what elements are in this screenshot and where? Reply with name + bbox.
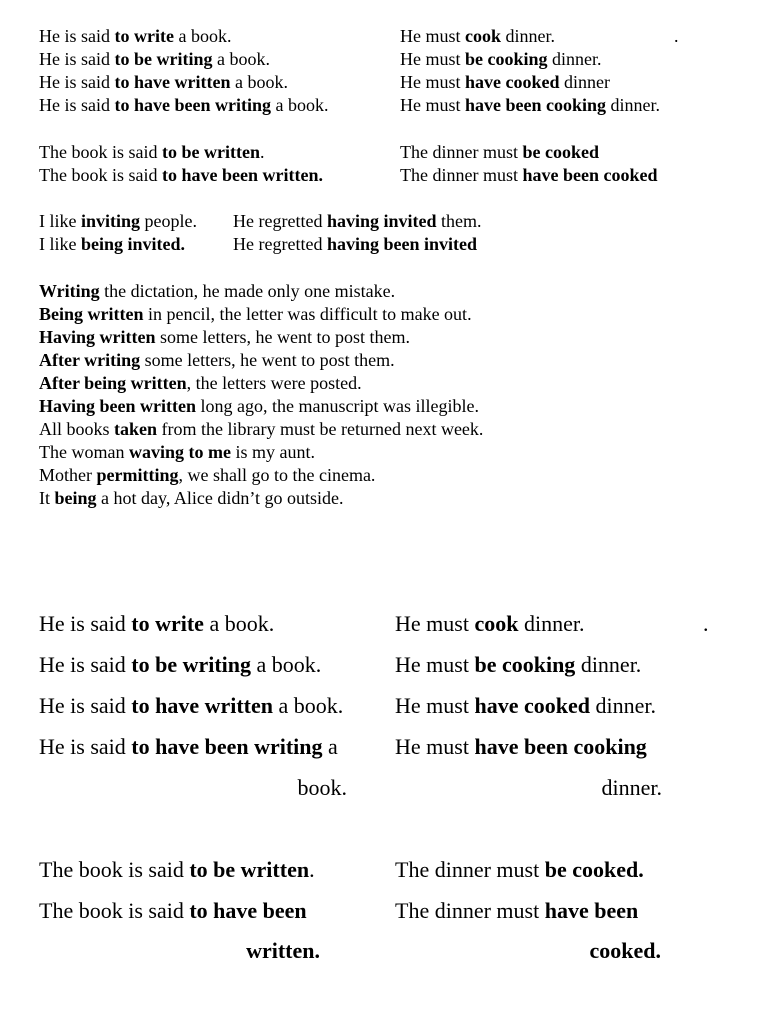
sentence-line: It being a hot day, Alice didn’t go outside. (39, 488, 344, 508)
sentence-line: He is said to write a book. (39, 26, 232, 46)
stray-dot: . (703, 611, 709, 636)
sentence-line: The book is said to have been (39, 898, 307, 923)
sentence-line: All books taken from the library must be returned next week. (39, 419, 484, 439)
sentence-line: The woman waving to me is my aunt. (39, 442, 315, 462)
sentence-line: He must have cooked dinner. (395, 693, 656, 718)
sentence-line: Being written in pencil, the letter was difficult to make out. (39, 304, 472, 324)
sentence-continuation: book. (297, 775, 347, 800)
sentence-line: I like being invited. (39, 234, 186, 254)
sentence-line: He must cook dinner. (395, 611, 585, 636)
sentence-line: The dinner must have been (395, 898, 639, 923)
sentence-continuation: cooked. (589, 938, 661, 963)
sentence-line: I like inviting people. (39, 211, 198, 231)
sentence-continuation: dinner. (601, 775, 662, 800)
sentence-line: Having written some letters, he went to post them. (39, 327, 410, 347)
sentence-line: The book is said to have been written. (39, 165, 323, 185)
sentence-line: He must be cooking dinner. (400, 49, 602, 69)
sentence-line: He regretted having invited them. (233, 211, 482, 231)
sentence-line: He regretted having been invited (233, 234, 477, 254)
sentence-line: He must have been cooking dinner. (400, 95, 661, 115)
sentence-line: After being written, the letters were posted. (39, 373, 362, 393)
sentence-line: He must have cooked dinner (400, 72, 610, 92)
sentence-line: Having been written long ago, the manuscript was illegible. (39, 396, 479, 416)
sentence-line: The book is said to be written. (39, 142, 265, 162)
sentence-line: He is said to have been writing a book. (39, 95, 329, 115)
sentence-line: He is said to have been writing a (39, 734, 338, 759)
sentence-line: He is said to be writing a book. (39, 652, 322, 677)
sentence-line: He must cook dinner. (400, 26, 555, 46)
sentence-continuation: written. (246, 938, 320, 963)
sentence-line: He must be cooking dinner. (395, 652, 642, 677)
sentence-line: He is said to have written a book. (39, 72, 288, 92)
sentence-line: After writing some letters, he went to post them. (39, 350, 395, 370)
stray-dot: . (674, 26, 679, 46)
sentence-line: He is said to have written a book. (39, 693, 344, 718)
sentence-line: The dinner must be cooked. (395, 857, 644, 882)
sentence-line: He is said to be writing a book. (39, 49, 270, 69)
sentence-line: Mother permitting, we shall go to the cinema. (39, 465, 376, 485)
sentence-line: He is said to write a book. (39, 611, 275, 636)
sentence-line: Writing the dictation, he made only one mistake. (39, 281, 396, 301)
sentence-line: The dinner must be cooked (400, 142, 599, 162)
sentence-line: The book is said to be written. (39, 857, 315, 882)
sentence-line: He must have been cooking (395, 734, 647, 759)
sentence-line: The dinner must have been cooked (400, 165, 658, 185)
